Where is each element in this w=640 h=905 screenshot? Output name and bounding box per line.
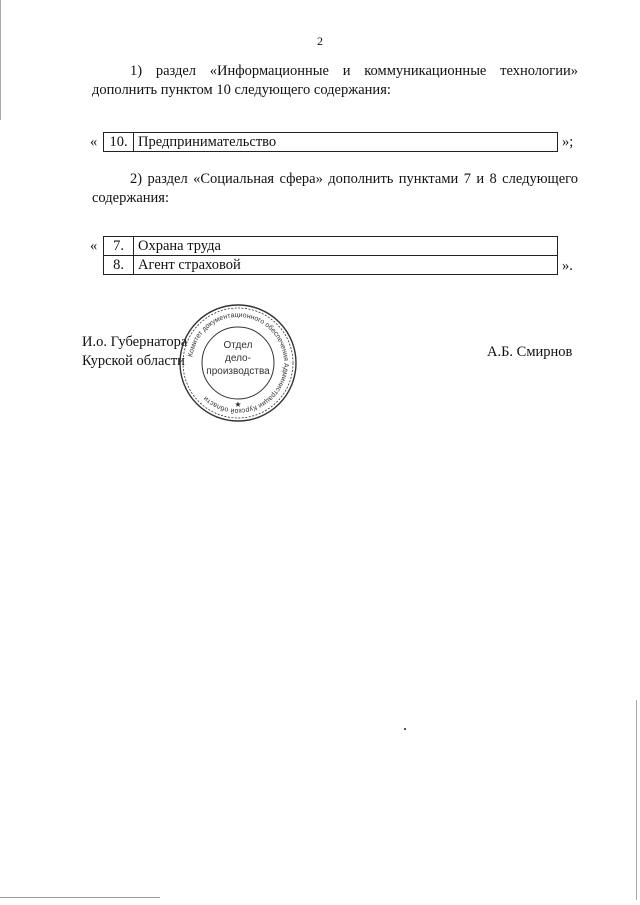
scan-edge-left	[0, 0, 1, 120]
paragraph-2	[92, 170, 578, 208]
stamp-center-line-3: производства	[206, 366, 270, 377]
signatory-position-line-2: Курской области	[82, 353, 185, 369]
signatory-name: А.Б. Смирнов	[487, 344, 573, 360]
stamp-ring-text: Комитет документационного обеспечения Администрации Курской области	[187, 311, 290, 415]
paragraph-1	[92, 62, 578, 100]
table-row	[104, 133, 558, 152]
table-row	[104, 237, 558, 256]
stamp-center-line-1: Отдел	[223, 340, 253, 351]
table-2-close-quote: ».	[562, 258, 573, 274]
insertion-table-2	[103, 236, 558, 275]
paragraph-1-line-1: 1) раздел «Информационные и коммуникационные технологии»	[130, 63, 578, 79]
official-stamp	[178, 303, 298, 423]
row-text: Агент страховой	[134, 256, 558, 275]
paragraph-1-line-2: дополнить пунктом 10 следующего содержания:	[92, 82, 391, 98]
table-row	[104, 256, 558, 275]
star-icon: ★	[234, 400, 242, 409]
row-text: Предпринимательство	[134, 133, 558, 152]
row-number: 10.	[104, 133, 134, 152]
paragraph-2-line-2: содержания:	[92, 190, 170, 206]
row-number: 8.	[104, 256, 134, 275]
table-1-close-quote: »;	[562, 134, 574, 150]
signatory-position-line-1: И.о. Губернатора	[82, 334, 188, 350]
insertion-table-1	[103, 132, 558, 152]
page-number: 2	[317, 34, 323, 48]
stamp-center-text	[178, 339, 298, 378]
table-2-open-quote: «	[90, 238, 98, 254]
table-1-open-quote: «	[90, 134, 98, 150]
row-number: 7.	[104, 237, 134, 256]
row-text: Охрана труда	[134, 237, 558, 256]
stamp-center-line-2: дело-	[225, 353, 251, 364]
signatory-position	[82, 333, 187, 371]
scan-edge-bottom	[0, 897, 160, 898]
scan-speck	[404, 728, 406, 730]
scan-edge-right	[636, 700, 637, 900]
paragraph-2-line-1: 2) раздел «Социальная сфера» дополнить пунктами 7 и 8 следующего	[130, 171, 578, 187]
